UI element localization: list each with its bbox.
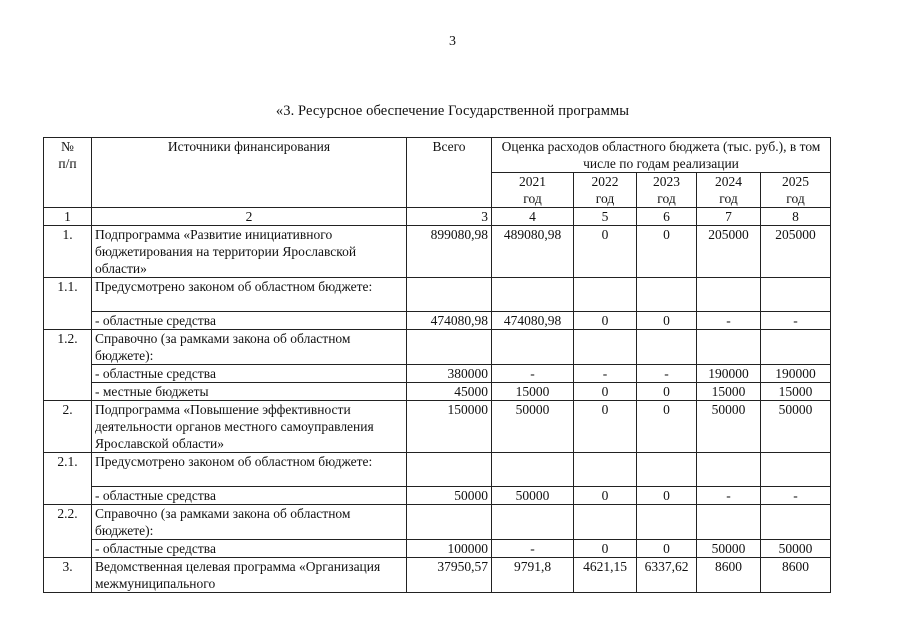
cell-y2025 — [761, 278, 831, 312]
table-row — [44, 226, 831, 278]
row-number: 1. — [44, 226, 92, 278]
cell-y2024: 190000 — [697, 365, 761, 383]
cell-total: 474080,98 — [407, 312, 492, 330]
cell-total: 380000 — [407, 365, 492, 383]
col-number: 1 — [44, 208, 92, 226]
cell-total — [407, 505, 492, 540]
cell-y2025: 8600 — [761, 558, 831, 593]
cell-y2021: - — [492, 540, 574, 558]
table-row — [44, 558, 831, 593]
cell-y2024: 50000 — [697, 401, 761, 453]
funding-source: - областные средства — [92, 487, 407, 505]
cell-y2025: 190000 — [761, 365, 831, 383]
cell-y2025: - — [761, 487, 831, 505]
header-total: Всего — [407, 138, 492, 208]
cell-y2023 — [637, 278, 697, 312]
cell-y2025: 50000 — [761, 401, 831, 453]
funding-source: - местные бюджеты — [92, 383, 407, 401]
funding-source: - областные средства — [92, 365, 407, 383]
header-row-1 — [44, 138, 831, 173]
cell-y2023: 0 — [637, 487, 697, 505]
header-year-2024: 2024 год — [697, 173, 761, 208]
cell-y2024: 205000 — [697, 226, 761, 278]
header-year-2021: 2021 год — [492, 173, 574, 208]
table-row — [44, 453, 831, 487]
cell-y2023: 0 — [637, 312, 697, 330]
page-number: 3 — [449, 34, 456, 49]
cell-y2022: 0 — [574, 312, 637, 330]
cell-y2022 — [574, 505, 637, 540]
cell-y2023: 0 — [637, 401, 697, 453]
cell-y2023: 0 — [637, 383, 697, 401]
table-row — [44, 312, 831, 330]
cell-y2021: 15000 — [492, 383, 574, 401]
cell-total: 50000 — [407, 487, 492, 505]
section-title: «3. Ресурсное обеспечение Государственной программы — [275, 103, 630, 119]
cell-y2021 — [492, 505, 574, 540]
cell-y2023: 0 — [637, 226, 697, 278]
cell-y2024 — [697, 278, 761, 312]
header-source: Источники финансирования — [92, 138, 407, 208]
col-number: 4 — [492, 208, 574, 226]
cell-y2021: 474080,98 — [492, 312, 574, 330]
col-number: 2 — [92, 208, 407, 226]
cell-y2023 — [637, 453, 697, 487]
row-number: 1.2. — [44, 330, 92, 401]
funding-source: Предусмотрено законом об областном бюджете: — [92, 278, 407, 312]
cell-y2025: 15000 — [761, 383, 831, 401]
header-num: № п/п — [44, 138, 92, 208]
table-row — [44, 365, 831, 383]
cell-y2025 — [761, 505, 831, 540]
cell-y2022: 0 — [574, 487, 637, 505]
cell-total: 899080,98 — [407, 226, 492, 278]
cell-y2024: - — [697, 312, 761, 330]
cell-y2022: 0 — [574, 383, 637, 401]
cell-y2021 — [492, 330, 574, 365]
cell-y2025: 205000 — [761, 226, 831, 278]
col-number: 7 — [697, 208, 761, 226]
cell-y2024 — [697, 330, 761, 365]
cell-y2022: 4621,15 — [574, 558, 637, 593]
cell-y2022: 0 — [574, 401, 637, 453]
row-number: 3. — [44, 558, 92, 593]
cell-y2022 — [574, 278, 637, 312]
cell-y2021: - — [492, 365, 574, 383]
cell-y2022: - — [574, 365, 637, 383]
header-year-2023: 2023 год — [637, 173, 697, 208]
cell-total — [407, 278, 492, 312]
funding-source: Ведомственная целевая программа «Организация межмуниципального — [92, 558, 407, 593]
funding-source: Подпрограмма «Развитие инициативного бюджетирования на территории Ярославской области» — [92, 226, 407, 278]
cell-y2023: 0 — [637, 540, 697, 558]
cell-y2025: 50000 — [761, 540, 831, 558]
table-row — [44, 278, 831, 312]
table-row — [44, 487, 831, 505]
table-row — [44, 330, 831, 365]
cell-total: 45000 — [407, 383, 492, 401]
cell-y2021 — [492, 453, 574, 487]
cell-y2025 — [761, 330, 831, 365]
cell-total — [407, 453, 492, 487]
header-year-2025: 2025 год — [761, 173, 831, 208]
cell-y2022: 0 — [574, 226, 637, 278]
table-row — [44, 505, 831, 540]
col-number: 6 — [637, 208, 697, 226]
row-number: 1.1. — [44, 278, 92, 330]
cell-y2024 — [697, 453, 761, 487]
cell-y2022 — [574, 330, 637, 365]
cell-y2023 — [637, 505, 697, 540]
col-number: 5 — [574, 208, 637, 226]
cell-y2025 — [761, 453, 831, 487]
cell-y2021 — [492, 278, 574, 312]
col-number: 3 — [407, 208, 492, 226]
cell-total: 37950,57 — [407, 558, 492, 593]
funding-source: - областные средства — [92, 540, 407, 558]
funding-source: Предусмотрено законом об областном бюджете: — [92, 453, 407, 487]
resource-table — [43, 137, 831, 593]
cell-y2024: - — [697, 487, 761, 505]
cell-total: 150000 — [407, 401, 492, 453]
funding-source: Справочно (за рамками закона об областном бюджете): — [92, 505, 407, 540]
cell-y2024: 15000 — [697, 383, 761, 401]
funding-source: Подпрограмма «Повышение эффективности деятельности органов местного самоуправления Ярославской области» — [92, 401, 407, 453]
cell-y2023: 6337,62 — [637, 558, 697, 593]
row-number: 2. — [44, 401, 92, 453]
cell-y2022: 0 — [574, 540, 637, 558]
cell-y2021: 50000 — [492, 401, 574, 453]
cell-y2023 — [637, 330, 697, 365]
cell-total — [407, 330, 492, 365]
row-number: 2.1. — [44, 453, 92, 505]
funding-source: Справочно (за рамками закона об областном бюджете): — [92, 330, 407, 365]
cell-y2024: 8600 — [697, 558, 761, 593]
cell-y2021: 50000 — [492, 487, 574, 505]
header-year-2022: 2022 год — [574, 173, 637, 208]
col-number: 8 — [761, 208, 831, 226]
funding-source: - областные средства — [92, 312, 407, 330]
cell-y2024 — [697, 505, 761, 540]
cell-y2021: 489080,98 — [492, 226, 574, 278]
row-number: 2.2. — [44, 505, 92, 558]
table-row — [44, 401, 831, 453]
table-row — [44, 383, 831, 401]
table-row — [44, 540, 831, 558]
cell-y2024: 50000 — [697, 540, 761, 558]
cell-y2025: - — [761, 312, 831, 330]
cell-total: 100000 — [407, 540, 492, 558]
cell-y2022 — [574, 453, 637, 487]
column-number-row — [44, 208, 831, 226]
header-estimate: Оценка расходов областного бюджета (тыс. руб.), в том числе по годам реализации — [492, 138, 831, 173]
cell-y2023: - — [637, 365, 697, 383]
cell-y2021: 9791,8 — [492, 558, 574, 593]
